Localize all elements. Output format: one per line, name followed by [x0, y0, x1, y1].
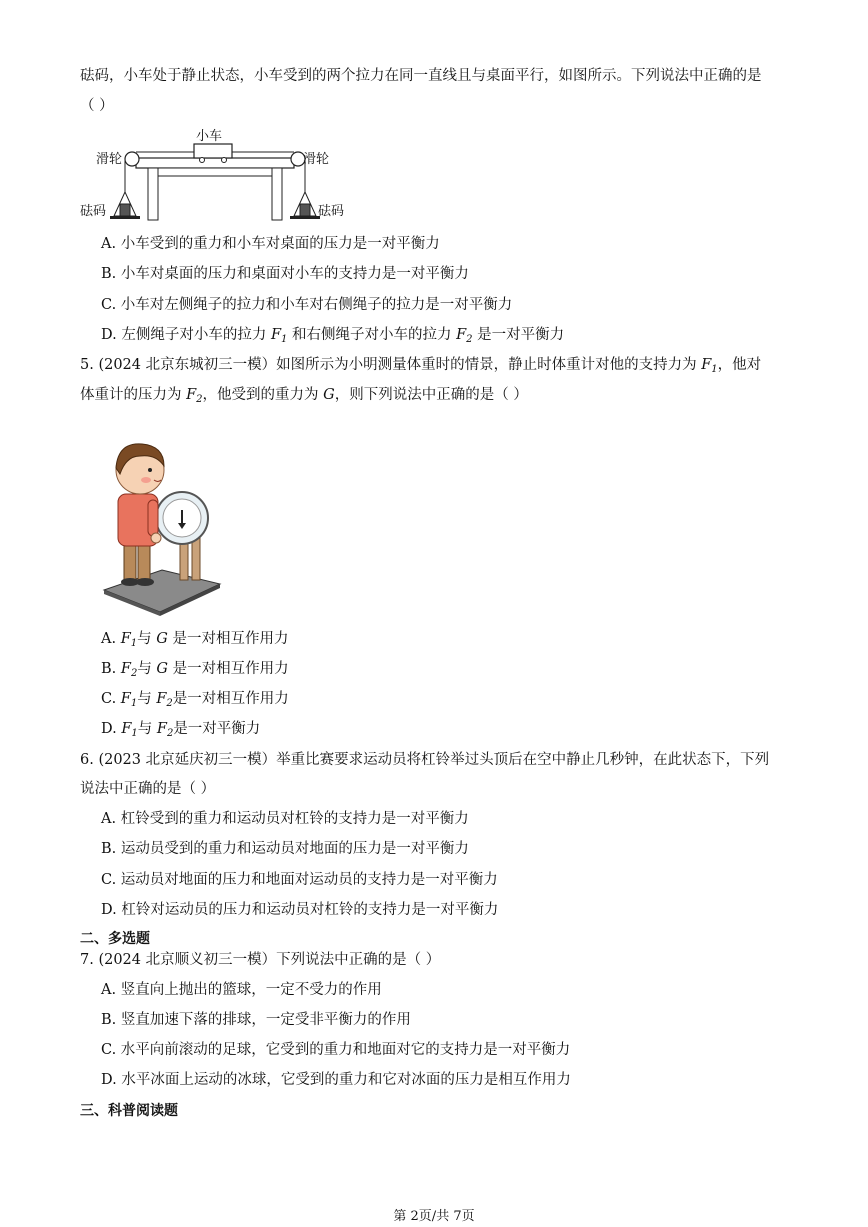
q4-stem-line2: （ ）	[80, 98, 114, 114]
q7-option-a: A. 竖直向上抛出的篮球，一定不受力的作用	[101, 982, 382, 998]
q6-option-d: D. 杠铃对运动员的压力和运动员对杠铃的支持力是一对平衡力	[101, 902, 499, 918]
label-cart: 小车	[196, 129, 223, 144]
q4-option-d-part2: 和右侧绳子对小车的拉力	[291, 327, 457, 343]
page-footer: 第 2页/共 7页	[393, 1209, 475, 1224]
q6-option-a: A. 杠铃受到的重力和运动员对杠铃的支持力是一对平衡力	[101, 811, 469, 827]
q4-option-c: C. 小车对左侧绳子的拉力和小车对右侧绳子的拉力是一对平衡力	[101, 297, 513, 313]
label-pulley-left: 滑轮	[96, 152, 123, 167]
label-pulley-right: 滑轮	[303, 152, 330, 167]
q4-stem-line1: 砝码，小车处于静止状态，小车受到的两个拉力在同一直线且与桌面平行，如图所示。下列说法中正确的是	[80, 68, 762, 84]
q6-stem-line2: 说法中正确的是（ ）	[80, 781, 216, 797]
q4-option-a: A. 小车受到的重力和小车对桌面的压力是一对平衡力	[101, 236, 440, 252]
q5-option-b: B. $F_2$与 G 是一对相互作用力	[101, 661, 289, 679]
section-heading-science-reading: 三、科普阅读题	[80, 1103, 178, 1119]
q4-option-d-part3: 是一对平衡力	[477, 327, 565, 343]
q7-stem: 7. (2024 北京顺义初三一模）下列说法中正确的是（ ）	[80, 952, 441, 968]
q5-stem-line1: 5. (2024 北京东城初三一模）如图所示为小明测量体重时的情景，静止时体重计对他的支持力为 $F_1$，他对	[80, 357, 762, 375]
q5-boy-on-scale-illustration	[100, 430, 222, 616]
q5-stem-line2: 体重计的压力为 $F_2$，他受到的重力为 G，则下列说法中正确的是（ ）	[80, 387, 528, 405]
q7-option-c: C. 水平向前滚动的足球，它受到的重力和地面对它的支持力是一对平衡力	[101, 1042, 571, 1058]
q4-option-b: B. 小车对桌面的压力和桌面对小车的支持力是一对平衡力	[101, 266, 469, 282]
q6-stem-line1: 6. (2023 北京延庆初三一模）举重比赛要求运动员将杠铃举过头顶后在空中静止几秒钟，在此状态下，下列	[80, 752, 770, 768]
q6-option-b: B. 运动员受到的重力和运动员对地面的压力是一对平衡力	[101, 841, 469, 857]
section-heading-multiple-choice: 二、多选题	[80, 931, 150, 947]
q4-option-d-part1: D. 左侧绳子对小车的拉力	[101, 327, 271, 343]
q5-option-a: A. $F_1$与 G 是一对相互作用力	[101, 631, 289, 649]
q5-option-c: C. $F_1$与 $F_2$是一对相互作用力	[101, 691, 289, 709]
q7-option-d: D. 水平冰面上运动的冰球，它受到的重力和它对冰面的压力是相互作用力	[101, 1072, 571, 1088]
q5-option-d: D. $F_1$与 $F_2$是一对平衡力	[101, 721, 261, 739]
label-weight-left: 砝码	[80, 204, 107, 219]
q6-option-c: C. 运动员对地面的压力和地面对运动员的支持力是一对平衡力	[101, 872, 498, 888]
q7-option-b: B. 竖直加速下落的排球，一定受非平衡力的作用	[101, 1012, 411, 1028]
label-weight-right: 砝码	[318, 204, 345, 219]
q4-option-d: D. 左侧绳子对小车的拉力 $F_1$ 和右侧绳子对小车的拉力 $F_2$ 是一对平衡力	[101, 327, 565, 345]
